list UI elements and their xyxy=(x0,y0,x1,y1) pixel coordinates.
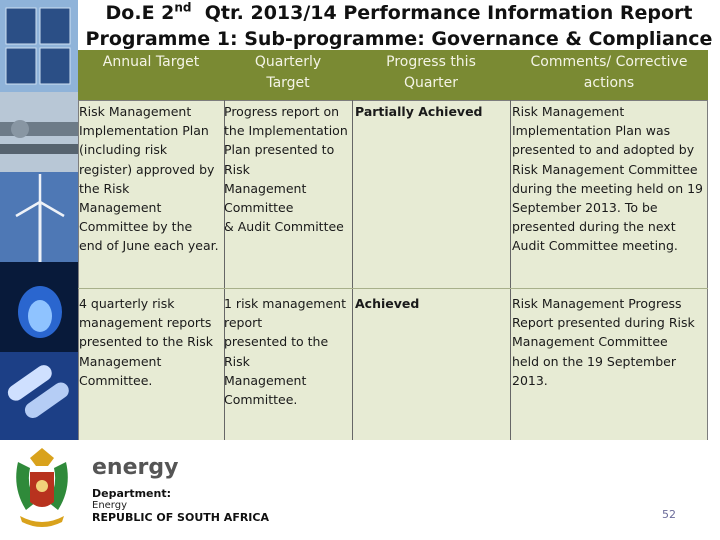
brand-energy: energy xyxy=(92,455,179,480)
photo-strip xyxy=(0,0,78,440)
brand-department-name: Energy xyxy=(92,500,128,511)
solar-panel-photo xyxy=(0,0,78,92)
title-line-1: Do.E 2nd Qtr. 2013/14 Performance Information Report xyxy=(105,0,693,24)
row1-progress: Partially Achieved xyxy=(355,104,483,119)
row1-annual-target: Risk Management Implementation Plan (including risk register) approved by the Risk Management Committee by the end of June each year. xyxy=(79,104,219,254)
header-annual-target: Annual Target xyxy=(78,50,224,100)
row2-annual-target: 4 quarterly risk management reports presented to the Risk Management Committee. xyxy=(79,296,214,388)
brand-country: REPUBLIC OF SOUTH AFRICA xyxy=(92,511,269,524)
row1-quarterly-target: Progress report on the Implementation Plan presented to Risk Management Committee & Audit Committee xyxy=(224,104,348,235)
gas-flame-photo xyxy=(0,262,78,352)
row1-comments: Risk Management Implementation Plan was presented to and adopted by Risk Management Committee during the meeting held on 19 September 2013. To be presented during the next Audit Committee meeting. xyxy=(512,104,703,254)
pipeline-photo xyxy=(0,92,78,172)
column-divider xyxy=(352,100,353,445)
column-divider xyxy=(510,100,511,445)
fluorescent-bulb-photo xyxy=(0,352,78,440)
row2-progress: Achieved xyxy=(355,296,420,311)
row2-comments: Risk Management Progress Report presented during Risk Management Committee held on the 19 September 2013. xyxy=(512,296,695,388)
row2-quarterly-target: 1 risk management report presented to the Risk Management Committee. xyxy=(224,296,346,408)
header-comments: Comments/ Corrective actions xyxy=(510,50,708,100)
row-divider xyxy=(78,288,708,289)
slide-title xyxy=(78,0,720,52)
wind-turbine-photo xyxy=(0,172,78,262)
header-quarterly-target: Quarterly Target xyxy=(224,50,352,100)
coat-of-arms-icon xyxy=(8,444,76,530)
header-progress: Progress this Quarter xyxy=(352,50,510,100)
page-number: 52 xyxy=(662,508,676,521)
brand-department-label: Department: xyxy=(92,487,171,500)
title-line-2: Programme 1: Sub-programme: Governance & Compliance xyxy=(85,28,713,50)
